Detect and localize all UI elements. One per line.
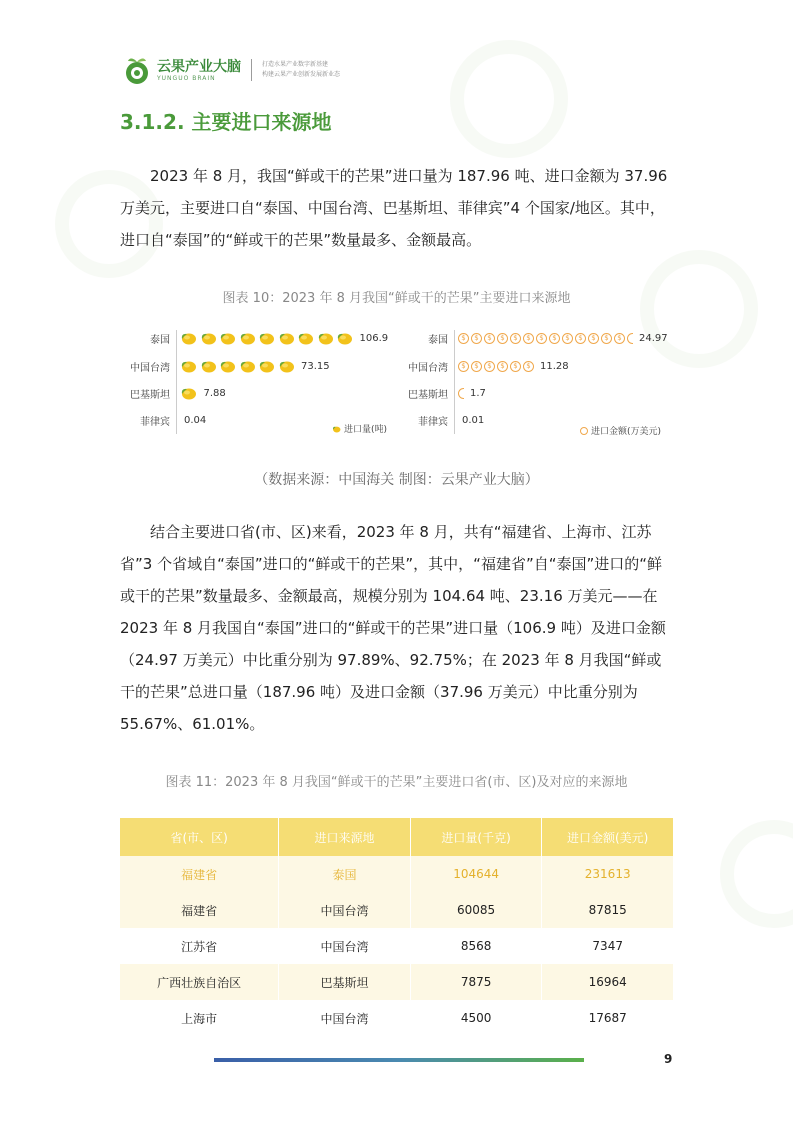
table-cell: 江苏省 [120, 928, 279, 964]
import-volume-chart [120, 328, 400, 438]
category-label: 菲律宾 [140, 416, 170, 428]
logo-subtitle: YUNGUO BRAIN [157, 74, 216, 82]
pictograph-bar [180, 386, 200, 400]
dollar-coin-icon: $ [614, 333, 625, 344]
chart-row [398, 356, 569, 376]
chart-row [398, 410, 484, 430]
mango-icon [180, 386, 197, 400]
table-cell: 福建省 [120, 892, 279, 928]
header-divider [251, 59, 252, 81]
mango-icon [317, 331, 334, 345]
table-row [120, 1000, 674, 1036]
import-province-table [120, 818, 674, 1036]
table-cell: 231613 [542, 856, 674, 892]
figure-caption: 图表 10：2023 年 8 月我国“鲜或干的芒果”主要进口来源地 [222, 291, 571, 306]
body-paragraph: 结合主要进口省(市、区)来看，2023 年 8 月，共有“福建省、上海市、江苏省”3 个省域自“泰国”进口的“鲜或干的芒果”，其中，“福建省”自“泰国”进口的“鲜或干的芒果”数量最多、金额最高，规模分别为 104.64 吨、23.16 万美元——在 2023 年 8 月我国自“泰国”进口的“鲜或干的芒果”进口量（106.9 吨）及进口金额（24.97 万美元）中比重分别为 97.89%、92.75%；在 2023 年 8 月我国“鲜或干的芒果”总进口量（187.96 吨）及进口金额（37.96 万美元）中比重分别为 55.67%、61.01%。 [120, 523, 666, 733]
chart-row [120, 356, 330, 376]
dollar-coin-icon: $ [536, 333, 547, 344]
table-cell: 福建省 [120, 856, 279, 892]
body-paragraph: 2023 年 8 月，我国“鲜或干的芒果”进口量为 187.96 吨、进口金额为 37.96 万美元，主要进口自“泰国、中国台湾、巴基斯坦、菲律宾”4 个国家/地区。其中，进口自“泰国”的“鲜或干的芒果”数量最多、金额最高。 [120, 167, 668, 249]
import-value-chart [398, 328, 678, 438]
pictograph-bar [458, 361, 536, 372]
dollar-coin-icon: $ [549, 333, 560, 344]
table-cell: 17687 [542, 1000, 674, 1036]
dollar-coin-icon [627, 333, 633, 344]
table-cell: 中国台湾 [279, 1000, 411, 1036]
mango-icon [239, 331, 256, 345]
category-label: 中国台湾 [408, 362, 448, 374]
slogan-line: 构建云果产业创新发展新业态 [262, 71, 341, 78]
chart-row [120, 328, 388, 348]
data-label: 1.7 [470, 387, 486, 399]
dollar-coin-icon: $ [575, 333, 586, 344]
table-header-cell: 省(市、区) [120, 818, 279, 856]
table-header-cell: 进口量(千克) [410, 818, 542, 856]
chart-legend [580, 424, 661, 437]
mango-icon [297, 331, 314, 345]
dollar-coin-icon: $ [588, 333, 599, 344]
table-header-cell: 进口金额(美元) [542, 818, 674, 856]
mango-icon [200, 331, 217, 345]
dollar-coin-icon [580, 427, 588, 435]
mango-icon [219, 359, 236, 373]
mango-icon [278, 359, 295, 373]
mango-icon [239, 359, 256, 373]
page-number: 9 [664, 1052, 673, 1066]
data-label: 73.15 [301, 360, 330, 372]
category-label: 菲律宾 [418, 416, 448, 428]
table-cell: 104644 [410, 856, 542, 892]
chart-row [398, 383, 486, 403]
category-label: 泰国 [428, 334, 448, 346]
chart-legend [332, 422, 387, 435]
data-label: 0.04 [184, 414, 207, 426]
slogan-line: 打造水果产业数字新基建 [262, 61, 329, 68]
table-row [120, 892, 674, 928]
table-row [120, 928, 674, 964]
data-label: 0.01 [462, 414, 485, 426]
dollar-coin-icon: $ [523, 361, 534, 372]
watermark-swirl [720, 820, 793, 928]
pictograph-bar [458, 333, 635, 344]
chart-row [398, 328, 668, 348]
table-header-cell: 进口来源地 [279, 818, 411, 856]
data-label: 11.28 [540, 360, 569, 372]
footer-bar [214, 1058, 584, 1062]
mango-icon [219, 331, 236, 345]
mango-icon [180, 359, 197, 373]
table-cell: 泰国 [279, 856, 411, 892]
data-label: 24.97 [639, 332, 668, 344]
dollar-coin-icon: $ [497, 333, 508, 344]
dollar-coin-icon: $ [510, 333, 521, 344]
dollar-coin-icon: $ [471, 361, 482, 372]
section-title: 3.1.2. 主要进口来源地 [120, 110, 332, 134]
logo-name: 云果产业大脑 [157, 58, 241, 75]
table-cell: 87815 [542, 892, 674, 928]
data-label: 7.88 [203, 387, 226, 399]
legend-label: 进口量(吨) [344, 425, 388, 435]
category-label: 巴基斯坦 [408, 389, 448, 401]
category-label: 中国台湾 [130, 362, 170, 374]
dollar-coin-icon: $ [523, 333, 534, 344]
dollar-coin-icon: $ [458, 361, 469, 372]
table-cell: 7875 [410, 964, 542, 1000]
watermark-swirl [450, 40, 568, 158]
table-cell: 上海市 [120, 1000, 279, 1036]
mango-icon [200, 359, 217, 373]
table-header-row [120, 818, 674, 856]
header-slogan [262, 60, 340, 80]
table-row [120, 856, 674, 892]
chart-row [120, 383, 226, 403]
dollar-coin-icon [458, 388, 464, 399]
table-cell: 4500 [410, 1000, 542, 1036]
table-cell: 8568 [410, 928, 542, 964]
mango-icon [180, 331, 197, 345]
dollar-coin-icon: $ [601, 333, 612, 344]
mango-icon [258, 359, 275, 373]
legend-label: 进口金额(万美元) [591, 427, 662, 437]
yunguo-logo-icon [123, 55, 151, 85]
table-cell: 16964 [542, 964, 674, 1000]
dollar-coin-icon: $ [484, 361, 495, 372]
page-header [123, 50, 340, 90]
pictograph-bar [180, 331, 356, 345]
mango-icon [332, 425, 341, 433]
pictograph-bar [180, 359, 297, 373]
dollar-coin-icon: $ [458, 333, 469, 344]
table-cell: 广西壮族自治区 [120, 964, 279, 1000]
table-cell: 中国台湾 [279, 892, 411, 928]
dollar-coin-icon: $ [510, 361, 521, 372]
mango-icon [278, 331, 295, 345]
table-cell: 7347 [542, 928, 674, 964]
mango-icon [258, 331, 275, 345]
category-label: 巴基斯坦 [130, 389, 170, 401]
dollar-coin-icon: $ [471, 333, 482, 344]
table-cell: 60085 [410, 892, 542, 928]
data-label: 106.9 [359, 332, 389, 344]
table-row [120, 964, 674, 1000]
dollar-coin-icon: $ [497, 361, 508, 372]
data-source-note: （数据来源：中国海关 制图：云果产业大脑） [254, 472, 539, 488]
dollar-coin-icon: $ [484, 333, 495, 344]
chart-row [120, 410, 206, 430]
mango-icon [336, 331, 353, 345]
dollar-coin-icon: $ [562, 333, 573, 344]
figure-caption: 图表 11：2023 年 8 月我国“鲜或干的芒果”主要进口省(市、区)及对应的来源地 [165, 775, 628, 790]
pictograph-bar [458, 388, 466, 399]
table-cell: 中国台湾 [279, 928, 411, 964]
category-label: 泰国 [150, 334, 170, 346]
table-cell: 巴基斯坦 [279, 964, 411, 1000]
